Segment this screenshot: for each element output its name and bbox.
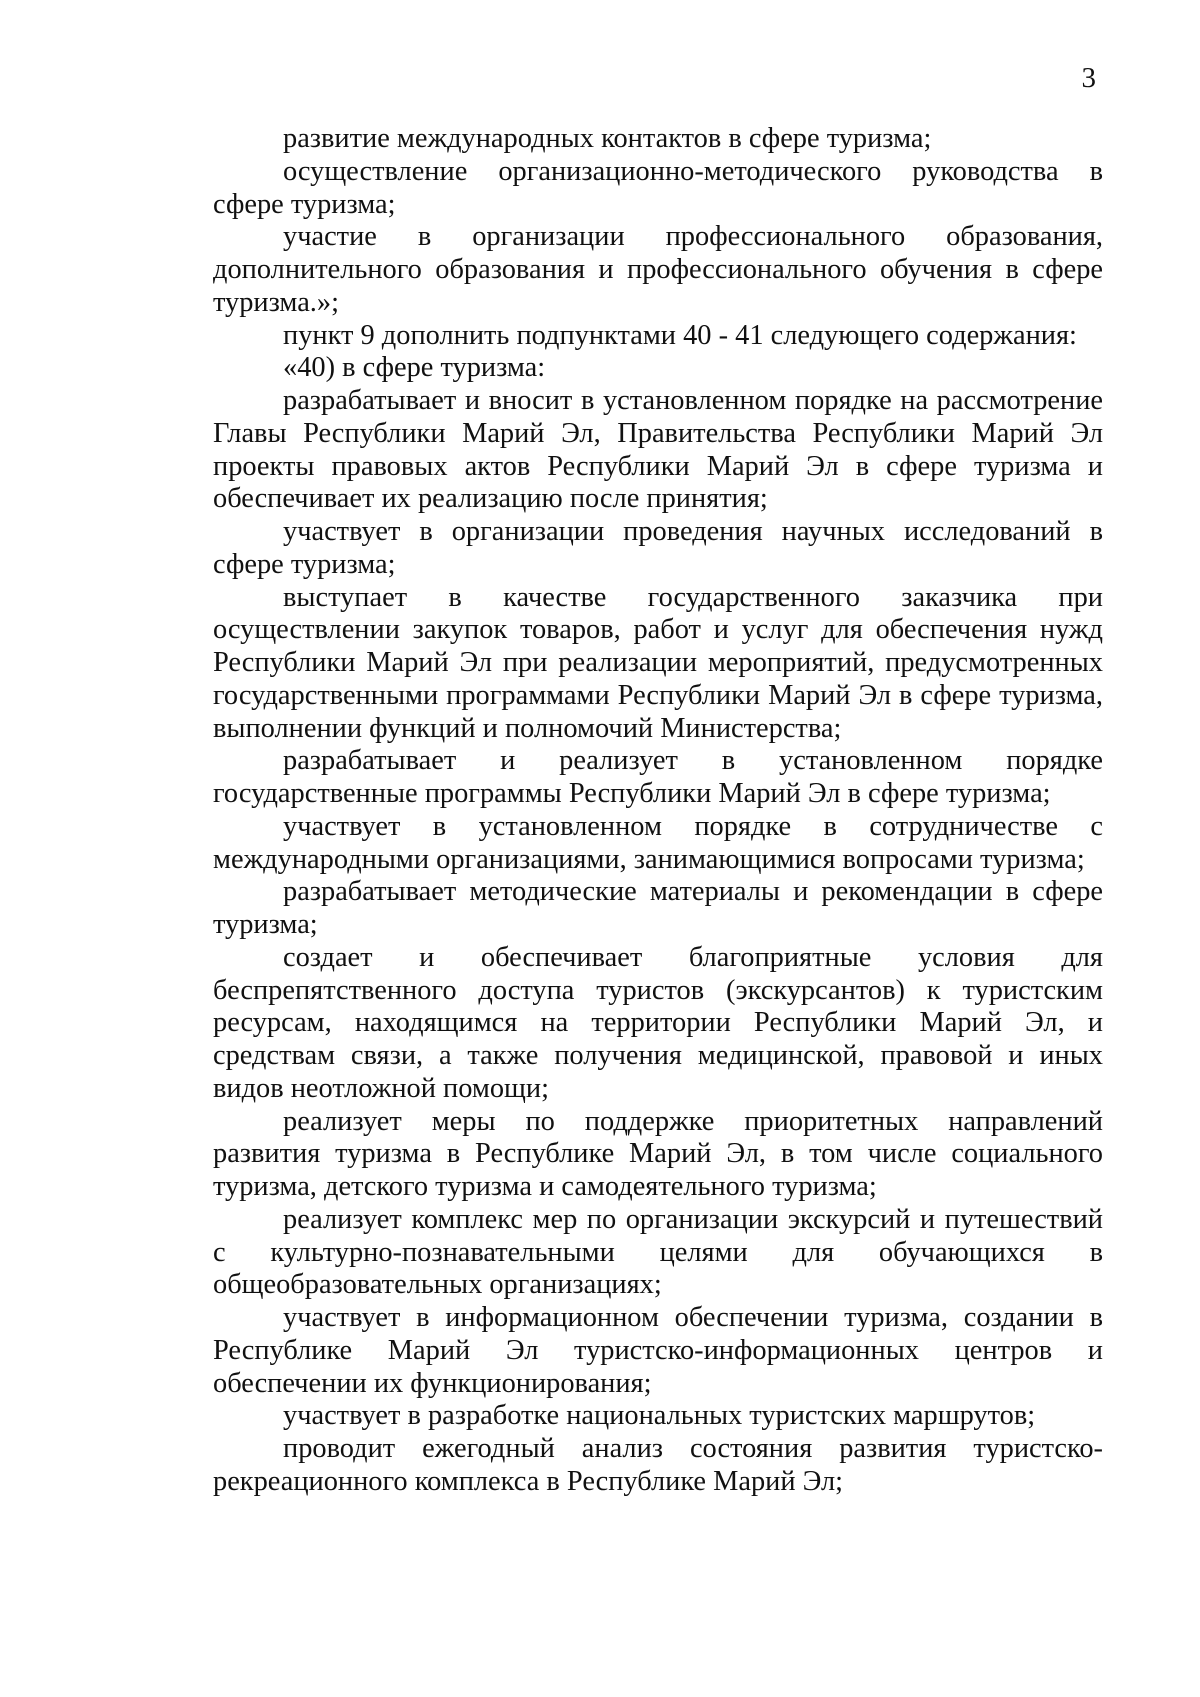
- paragraph-13: реализует меры по поддержке приоритетных направлений развития туризма в Республике Марий Эл, в том числе социального туризма, детского туризма и самодеятельного туризма;: [213, 1105, 1103, 1202]
- paragraph-16: участвует в разработке национальных туристских маршрутов;: [283, 1400, 1036, 1432]
- paragraph-4: пункт 9 дополнить подпунктами 40 - 41 следующего содержания:: [283, 319, 1077, 351]
- paragraph-2: осуществление организационно-методического руководства в сфере туризма;: [213, 155, 1103, 220]
- paragraph-9: разрабатывает и реализует в установленном порядке государственные программы Республики Марий Эл в сфере туризма;: [213, 745, 1103, 809]
- paragraph-17: проводит ежегодный анализ состояния развития туристско-рекреационного комплекса в Республике Марий Эл;: [213, 1433, 1103, 1497]
- paragraph-11: разрабатывает методические материалы и рекомендации в сфере туризма;: [213, 876, 1103, 940]
- paragraph-15: участвует в информационном обеспечении туризма, создании в Республике Марий Эл туристско-информационных центров и обеспечении их функционирования;: [213, 1302, 1103, 1399]
- page-number: 3: [1081, 62, 1096, 94]
- paragraph-14: реализует комплекс мер по организации экскурсий и путешествий с культурно-познавательными целями для обучающихся в общеобразовательных организациях;: [213, 1203, 1103, 1301]
- paragraph-12: создает и обеспечивает благоприятные условия для беспрепятственного доступа туристов (экскурсантов) к туристским ресурсам, находящимся на территории Республики Марий Эл, и средствам связи, а также получения медицинской, правовой и иных видов неотложной помощи;: [213, 941, 1103, 1104]
- document-body: [213, 123, 1103, 1499]
- paragraph-10: участвует в установленном порядке в сотрудничестве с международными организациями, занимающимися вопросами туризма;: [213, 810, 1103, 875]
- paragraph-3: участие в организации профессионального образования, дополнительного образования и профессионального обучения в сфере туризма.»;: [213, 221, 1103, 318]
- paragraph-5: «40) в сфере туризма:: [283, 352, 546, 384]
- paragraph-8: выступает в качестве государственного заказчика при осуществлении закупок товаров, работ и услуг для обеспечения нужд Республики Марий Эл при реализации мероприятий, предусмотренных государственными программами Республики Марий Эл в сфере туризма, выполнении функций и полномочий Министерства;: [213, 581, 1103, 744]
- paragraph-1: развитие международных контактов в сфере туризма;: [283, 123, 932, 154]
- paragraph-7: участвует в организации проведения научных исследований в сфере туризма;: [213, 516, 1103, 580]
- paragraph-6: разрабатывает и вносит в установленном порядке на рассмотрение Главы Республики Марий Эл, Правительства Республики Марий Эл проекты правовых актов Республики Марий Эл в сфере туризма и обеспечивает их реализацию после принятия;: [213, 385, 1103, 515]
